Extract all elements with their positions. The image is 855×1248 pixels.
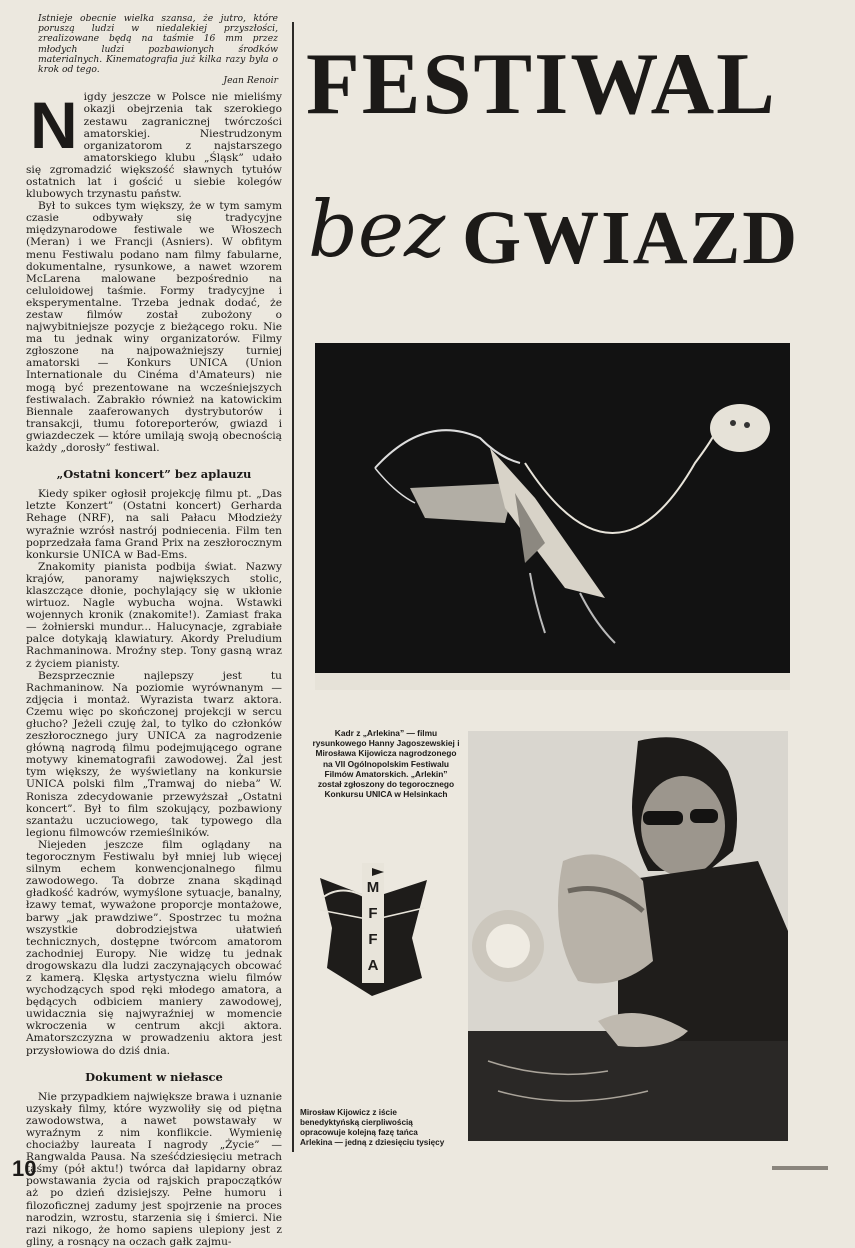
logo-letter-f2: F: [368, 931, 378, 948]
kijowicz-photo: [468, 731, 788, 1141]
logo-letter-a: A: [367, 957, 379, 974]
headline-festiwal: FESTIWAL: [306, 36, 777, 133]
article-paragraph-7: Nie przypadkiem największe brawa i uznanie uzyskały filmy, które wyzwoliły się od piętna zawodowstwa, a nawet powstawały w wyraźnym z nim konflikcie. Wymienię chociażby laureata I nagrody „Życie” — Rangwalda Pausa. Na sześćdziesięciu metrach taśmy (pół aktu!) twórca dał lapidarny obraz powstawania życia od rajskich prapoczątków aż po dzień dzisiejszy. Pełne humoru i filozoficznej zadumy jest spojrzenie na proces narodzin, wzrostu, starzenia się i śmierci. Nie razi nikogo, że homo sapiens ulepiony jest z gliny, a rosnący na oczach gałk zajmu-: [26, 1090, 282, 1248]
arlekin-film-still: [315, 343, 790, 690]
dropcap: N: [30, 88, 78, 163]
article-paragraph-4: Znakomity pianista podbija świat. Nazwy krajów, panoramy największych stolic, klaszczące dłonie, pochylający się w ukłonie wirtuoz. Nagle wybucha wojna. Wstawki wojennych kronik (znakomite!). Zamiast fraka — żołnierski mundur... Halucynacje, zgrabiałe palce dotykają klawiatury. Akordy Preludium Rachmaninowa. Mroźny step. Tony gasną wraz z życiem pianisty.: [26, 560, 282, 670]
article-paragraph-5: Bezsprzecznie najlepszy jest tu Rachmaninow. Na poziomie wyrównanym — zdjęcia i montaż. Wyrazista twarz aktora. Czemu więc po skończonej projekcji w sercu głucho? Jeżeli czuję żal, to tylko do członków zeszłorocznego jury UNICA za nagrodzenie główną nagrodą filmu podejmującego ograne motywy kinematografii zawodowej. Żal jest tym większy, że wyświetlany na konkursie UNICA polski film „Tramwaj do nieba” W. Ronisza zdecydowanie przewyższał „Ostatni koncert”. Był to film szokujący, pozbawiony szantażu uczuciowego, tak typowego dla legionu filmowców rzemieślników.: [26, 669, 282, 839]
subhead-ostatni-koncert: „Ostatni koncert” bez aplauzu: [56, 467, 252, 482]
article-intro: [26, 88, 282, 201]
article-paragraph-3: Kiedy spiker ogłosił projekcję filmu pt. „Das letzte Konzert” (Ostatni koncert) Gerharda Rehage (NRF), na sali Pałacu Młodzieży wyraźnie wzrósł nastrój podniecenia. Film ten poprzedzała fama Grand Prix na zeszłorocznym konkursie UNICA w Bad-Ems.: [26, 488, 282, 561]
article-paragraph-2: Był to sukces tym większy, że w tym samym czasie odbywały się tradycyjne międzynarodowe festiwale we Włoszech (Meran) i we Francji (Asniers). W obfitym menu Festiwalu podano nam filmy fabularne, dokumentalne, rysunkowe, a nawet wzorem McLarena malowane bezpośrednio na celuloidowej taśmie. Formy tradycyjne i eksperymentalne. Trzeba jednak dodać, że zestaw filmów został zubożony o najwybitniejsze pozycje z bieżącego roku. Nie ma tu jednak winy organizatorów. Filmy zgłoszone na najpoważniejszy turniej amatorski — Konkurs UNICA (Union Internationale du Cinéma d'Amateurs) nie mogą być prezentowane na wcześniejszych festiwalach. Zabrakło również na katowickim Biennale zaaferowanych dystrybutorów i transakcji, tłumu fotoreporterów, gwiazd i gwiazdeczek — które umilają swoją obecnością każdy „dorosły” festiwal.: [26, 200, 282, 455]
logo-letter-m: M: [366, 879, 380, 896]
headline-gwiazd: GWIAZD: [462, 196, 800, 280]
article-column: [26, 14, 282, 1248]
article-paragraph-6: Niejeden jeszcze film oglądany na tegorocznym Festiwalu był mniej lub więcej silnym echem konwencjonalnego filmu zawodowego. Ta dobrze znana skądinąd gładkość kadrów, wymyślone sytuacje, banalny, łzawy temat, wyważone proporcje montażowe, barwy „jak prawdziwe”. Spostrzec tu można wszystkie dobrodziejstwa ułatwień technicznych, dostępne twórcom amatorom zachodniej Europy. Nie widzę tu jednak drogowskazu dla ludzi zaczynających obcować z kamerą. Klęska artystyczna wielu filmów wychodzących spod ręki młodego amatora, a będących odbiciem maniery zawodowej, uwidacznia się najwyraźniej w momencie wkroczenia w centrum akcji aktora. Amatorszczyzna w prowadzeniu aktora jest przysłowiowa do dziś dnia.: [26, 838, 282, 1057]
caption-kijowicz: Mirosław Kijowicz z iście benedyktyńską cierpliwością opracowuje kolejną fazę tańca Arlekina — jedną z dziesięciu tysięcy: [300, 1108, 445, 1147]
caption-arlekin: Kadr z „Arlekina” — filmu rysunkowego Hanny Jagoszewskiej i Mirosława Kijowicza nagrodzonego na VII Ogólnopolskim Festiwalu Filmów Amatorskich. „Arlekin” został zgłoszony do tegorocznego Konkursu UNICA w Helsinkach: [312, 728, 460, 800]
mffa-logo: [312, 858, 434, 998]
page-number: 10: [12, 1156, 37, 1181]
column-divider: [292, 22, 294, 1152]
logo-letter-f1: F: [368, 905, 378, 922]
headline-bez: bez: [308, 185, 446, 275]
print-mark: [772, 1166, 828, 1170]
intro-text: igdy jeszcze w Polsce nie mieliśmy okazji obejrzenia tak szerokiego zestawu zagranicznej twórczości amatorskiej. Niestrudzonym organizatorom z najstarszego amatorskiego klubu „Śląsk” udało się zgromadzić większość sławnych tytułów ostatnich lat i gościć u siebie kolegów klubowych trzynastu państw.: [26, 91, 282, 201]
epigraph-text: Istnieje obecnie wielka szansa, że jutro, które poruszą ludzi w niedalekiej przyszłości, zrealizowane będą na taśmie 16 mm przez młodych ludzi pozbawionych środków materialnych. Kinematografia już kilka razy była o krok od tego.: [38, 13, 278, 76]
epigraph-author: Jean Renoir: [223, 75, 278, 87]
subhead-dokument: Dokument w niełasce: [85, 1069, 223, 1084]
